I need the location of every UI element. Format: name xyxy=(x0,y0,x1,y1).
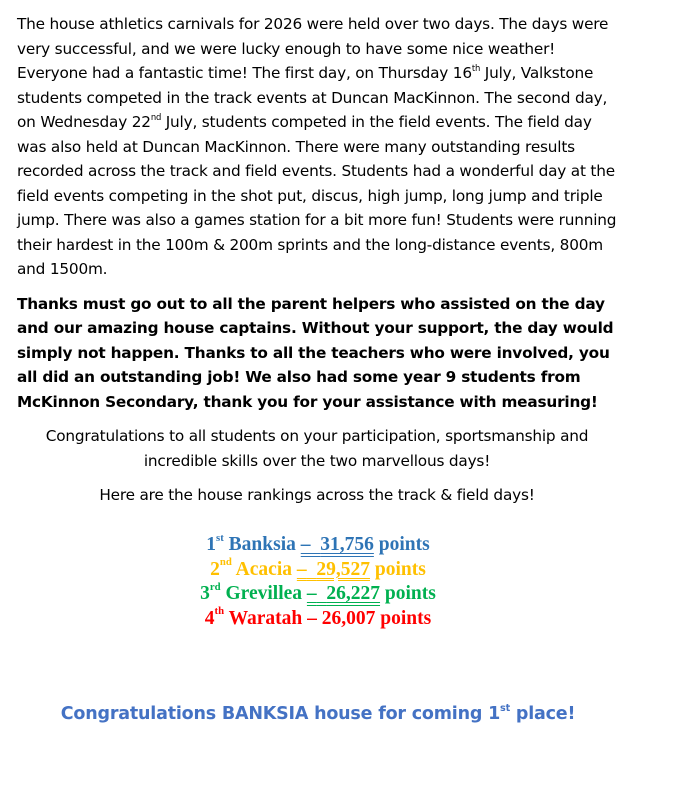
article-body xyxy=(17,12,617,508)
points-unit: points xyxy=(384,583,436,604)
points-number: 31,756 xyxy=(320,534,374,555)
rank-number: 3 xyxy=(200,583,210,604)
final-congratulations xyxy=(0,704,636,724)
points-value xyxy=(297,559,370,580)
intro-text-3: July, students competed in the field events. The field day was also held at Duncan MacKinnon. There were many outstanding results recorded across the track and field events. Students had a wonderful day at the field events competing in the shot put, discus, high jump, long jump and triple jump. There was also a games station for a bit more fun! Students were running their hardest in the 100m & 200m sprints and the long-distance events, 800m and 1500m. xyxy=(17,113,617,278)
dash: – xyxy=(300,534,311,555)
rank-number: 4 xyxy=(204,607,215,629)
house-name: Grevillea xyxy=(225,583,303,604)
house-name: Banksia xyxy=(228,534,296,555)
points-value xyxy=(301,534,374,555)
final-sup: st xyxy=(500,702,510,714)
intro-text-1: The house athletics carnivals for 2026 were held over two days. The days were very successful, and we were lucky enough to have some nice weather! Everyone had a fantastic time! The first day, on Thursday 16 xyxy=(17,15,609,82)
ranking-row xyxy=(0,607,636,632)
dash: – xyxy=(307,607,317,629)
points-number: 26,227 xyxy=(326,583,381,604)
rank-suffix: th xyxy=(214,605,225,618)
rank-number: 1 xyxy=(206,534,217,555)
rankings-intro: Here are the house rankings across the track & field days! xyxy=(99,486,535,504)
points-unit: points xyxy=(374,558,426,580)
final-text-end: place! xyxy=(509,704,576,724)
dash: – xyxy=(306,583,317,604)
intro-sup-2: nd xyxy=(150,111,162,122)
rank-suffix: rd xyxy=(209,580,221,593)
thanks-paragraph: Thanks must go out to all the parent helpers who assisted on the day and our amazing house captains. Without your support, the day would simply not happen. Thanks to all the teachers who were involved, you all did an outstanding job! We also had some year 9 students from McKinnon Secondary, thank you for your assistance with measuring! xyxy=(17,294,614,411)
ranking-row xyxy=(0,558,636,583)
intro-sup-1: th xyxy=(471,62,481,73)
ranking-row xyxy=(0,533,636,558)
points-unit: points xyxy=(378,534,430,555)
house-rankings xyxy=(0,533,636,631)
ranking-row xyxy=(0,582,636,607)
rank-suffix: st xyxy=(216,531,224,544)
house-name: Waratah xyxy=(228,607,303,629)
dash: – xyxy=(296,558,307,580)
house-name: Acacia xyxy=(235,558,292,580)
intro-text-2: July, Valkstone students competed in the track events at Duncan MacKinnon. The second day, on Wednesday 22 xyxy=(17,64,608,131)
intro-paragraph xyxy=(17,12,617,282)
points-value xyxy=(307,608,375,629)
final-text: Congratulations BANKSIA house for coming 1 xyxy=(60,704,501,724)
points-value xyxy=(307,583,380,604)
points-number: 29,527 xyxy=(316,558,370,580)
congrats-students-paragraph: Congratulations to all students on your participation, sportsmanship and incredible skills over the two marvellous days! xyxy=(45,427,589,470)
rank-suffix: nd xyxy=(219,556,232,569)
rank-number: 2 xyxy=(210,558,220,580)
points-unit: points xyxy=(380,607,432,629)
points-number: 26,007 xyxy=(321,607,376,629)
